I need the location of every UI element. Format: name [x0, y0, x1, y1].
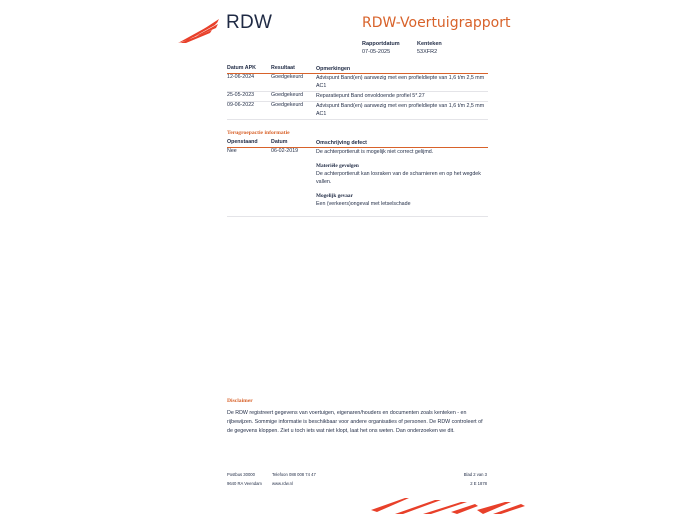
plate-value: 53XFR2 — [417, 49, 438, 55]
table-row — [227, 92, 488, 102]
apk-result: Goedgekeurd — [271, 92, 304, 98]
footer-city: 9640 RA Veendam — [227, 481, 262, 486]
apk-table — [227, 65, 488, 120]
apk-header-date: Datum APK — [227, 65, 256, 71]
apk-note: Reparatiepunt Band onvoldoende profiel 5*.27 — [316, 93, 425, 99]
plate-label: Kenteken — [417, 41, 442, 47]
footer-po-box: Postbus 30000 — [227, 472, 255, 477]
recall-section-title: Terugroepactie informatie — [227, 130, 290, 136]
apk-result: Goedgekeurd — [271, 74, 304, 80]
recall-header-open: Openstaand — [227, 139, 258, 145]
report-title: RDW-Voertuigrapport — [362, 15, 511, 31]
footer-address — [227, 470, 262, 488]
apk-table-header — [227, 65, 488, 74]
report-date-label: Rapportdatum — [362, 41, 400, 47]
brand-name: RDW — [226, 12, 273, 33]
recall-defect: De achterportieruit is mogelijk niet correct gelijmd. — [316, 149, 434, 155]
decorative-stripes-icon — [365, 496, 525, 514]
apk-date: 09-06-2022 — [227, 102, 255, 108]
apk-header-remarks: Opmerkingen — [316, 66, 351, 72]
apk-result: Goedgekeurd — [271, 102, 304, 108]
plate-block — [417, 40, 442, 56]
apk-note: Advispunt Band(en) aanwezig met een profieldiepte van 1,6 t/m 2,5 mm AC1 — [316, 75, 485, 89]
recall-danger: Een (verkeers)ongeval met letselschade — [316, 201, 411, 207]
footer-page-number: Blad 2 van 3 — [463, 472, 487, 477]
table-row — [227, 148, 488, 217]
recall-open: Nee — [227, 148, 237, 154]
recall-consequences-label: Materiële gevolgen — [316, 163, 359, 169]
apk-date: 12-06-2024 — [227, 74, 255, 80]
footer-page-info — [455, 470, 487, 488]
apk-note: Advispunt Band(en) aanwezig met een profieldiepte van 1,6 t/m 2,5 mm AC1 — [316, 103, 485, 117]
apk-header-result: Resultaat — [271, 65, 295, 71]
recall-header-defect: Omschrijving defect — [316, 140, 367, 146]
recall-consequences: De achterportieruit kan losraken van de scharnieren en op het wegdek vallen. — [316, 171, 481, 185]
recall-table-header — [227, 139, 488, 148]
recall-date: 06-02-2019 — [271, 148, 299, 154]
footer-phone: Telefoon 088 008 74 47 — [272, 472, 316, 477]
table-row — [227, 74, 488, 92]
recall-table — [227, 139, 488, 217]
recall-details — [316, 148, 488, 208]
disclaimer-text: De RDW registreert gegevens van voertuigen, eigenaren/houders en documenten zoals kenteken - en rijbewijzen. Sommige informatie is beschikbaar voor andere organisaties of personen. De RDW controleert of de gegevens kloppen. Ziet u toch iets wat niet klopt, laat het ons weten. Dan onderzoeken we dit. — [227, 410, 483, 434]
disclaimer-title: Disclaimer — [227, 398, 253, 404]
rdw-logo-icon — [178, 18, 220, 44]
report-date-block — [362, 40, 400, 56]
footer-contact — [272, 470, 316, 488]
apk-date: 25-05-2023 — [227, 92, 255, 98]
table-row — [227, 102, 488, 120]
recall-header-date: Datum — [271, 139, 288, 145]
footer-doc-code: 2 E 1878 — [470, 481, 487, 486]
footer-website: www.rdw.nl — [272, 481, 293, 486]
report-date-value: 07-05-2025 — [362, 49, 391, 55]
recall-danger-label: Mogelijk gevaar — [316, 193, 353, 199]
